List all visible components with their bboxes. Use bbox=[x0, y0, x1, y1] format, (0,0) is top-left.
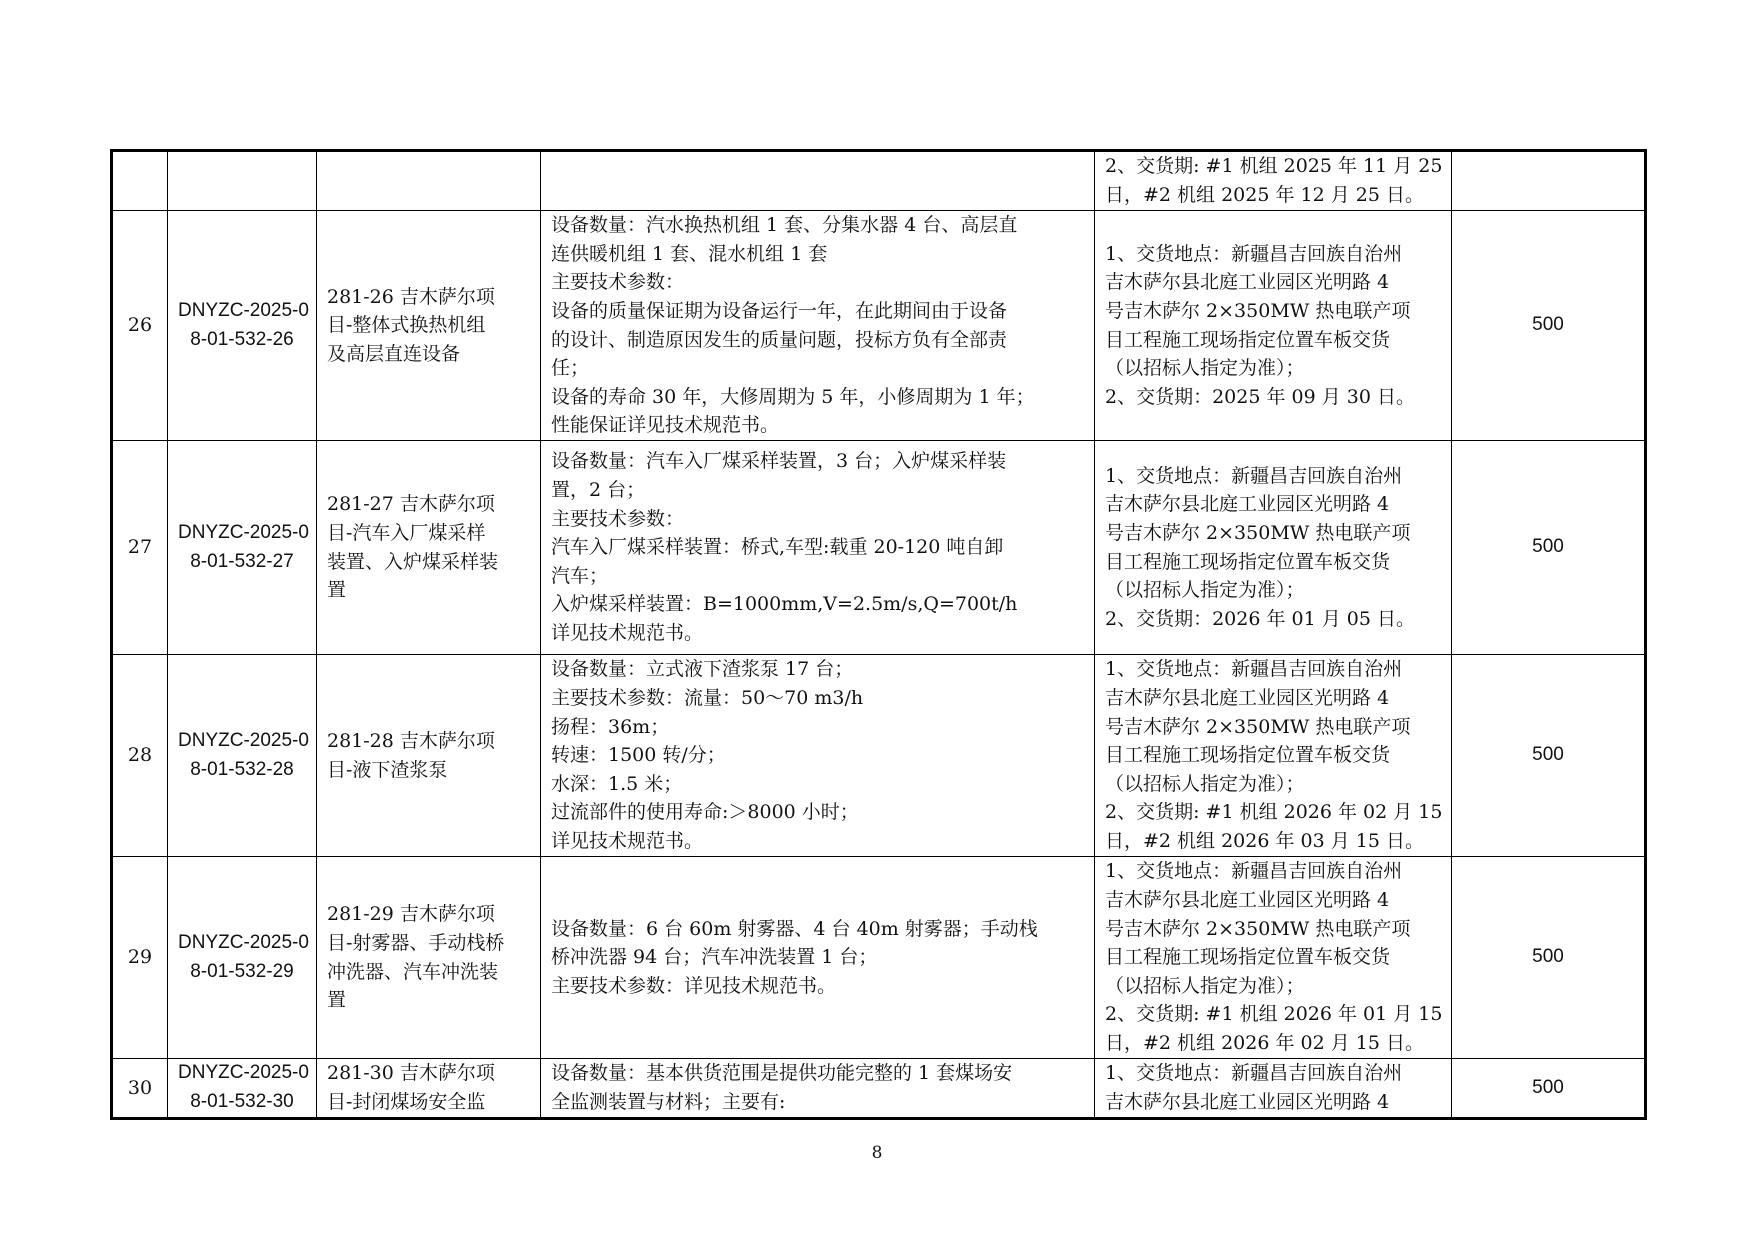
amount-cell bbox=[1452, 151, 1646, 211]
specification-cell-line: 设备数量：6 台 60m 射雾器、4 台 40m 射雾器；手动栈 bbox=[551, 917, 1038, 940]
specification-cell bbox=[541, 151, 1095, 211]
package-name-cell bbox=[317, 151, 541, 211]
specification-cell bbox=[541, 655, 1095, 857]
delivery-cell-line: 1、交货地点：新疆昌吉回族自治州 bbox=[1105, 1062, 1403, 1085]
delivery-cell-line: 目工程施工现场指定位置车板交货 bbox=[1105, 946, 1391, 969]
specification-cell bbox=[541, 441, 1095, 655]
package-name-cell-line: 置 bbox=[327, 989, 347, 1012]
package-name-cell-line: 281-30 吉木萨尔项 bbox=[327, 1062, 495, 1085]
delivery-cell-line: （以招标人指定为准）； bbox=[1105, 579, 1305, 602]
delivery-cell-line: 2、交货期: #1 机组 2026 年 02 月 15 bbox=[1105, 801, 1443, 824]
row-number-cell: 26 bbox=[112, 211, 168, 441]
package-code-cell-line: 8-01-532-29 bbox=[190, 960, 294, 982]
delivery-cell-line: 2、交货期：2026 年 01 月 05 日。 bbox=[1105, 607, 1415, 630]
package-code-cell bbox=[168, 1059, 317, 1119]
specification-cell-line: 转速：1500 转/分； bbox=[551, 744, 726, 767]
delivery-cell-line: 日，#2 机组 2025 年 12 月 25 日。 bbox=[1105, 184, 1424, 206]
specification-cell-line: 主要技术参数： bbox=[551, 507, 685, 530]
specification-cell-line: 过流部件的使用寿命:＞8000 小时； bbox=[551, 801, 859, 824]
delivery-cell-line: 2、交货期: #1 机组 2026 年 01 月 15 bbox=[1105, 1003, 1443, 1026]
delivery-cell-line: 日，#2 机组 2026 年 02 月 15 日。 bbox=[1105, 1031, 1424, 1054]
package-name-cell-line: 装置、入炉煤采样装 bbox=[327, 550, 499, 573]
delivery-cell-line: 吉木萨尔县北庭工业园区光明路 4 bbox=[1105, 687, 1390, 710]
delivery-cell-line: 1、交货地点：新疆昌吉回族自治州 bbox=[1105, 658, 1403, 681]
delivery-cell bbox=[1095, 1059, 1452, 1119]
specification-cell-line: 设备的质量保证期为设备运行一年，在此期间由于设备 bbox=[551, 299, 1008, 322]
specification-cell-line: 详见技术规范书。 bbox=[551, 621, 704, 644]
specification-cell-line: 桥冲洗器 94 台；汽车冲洗装置 1 台； bbox=[551, 946, 878, 969]
delivery-cell bbox=[1095, 655, 1452, 857]
delivery-cell-line: 2、交货期：2025 年 09 月 30 日。 bbox=[1105, 385, 1415, 408]
package-name-cell-line: 置 bbox=[327, 579, 347, 602]
package-code-cell bbox=[168, 857, 317, 1059]
delivery-cell-line: 目工程施工现场指定位置车板交货 bbox=[1105, 550, 1391, 573]
delivery-cell bbox=[1095, 857, 1452, 1059]
specification-cell-line: 全监测装置与材料；主要有: bbox=[551, 1091, 786, 1113]
package-name-cell-line: 目-整体式换热机组 bbox=[327, 314, 486, 337]
package-name-cell-line: 281-26 吉木萨尔项 bbox=[327, 285, 495, 308]
package-code-cell-line: DNYZC-2025-0 bbox=[178, 931, 309, 953]
table-row bbox=[112, 151, 1646, 211]
package-name-cell bbox=[317, 1059, 541, 1119]
package-name-cell-line: 目-液下渣浆泵 bbox=[327, 758, 448, 781]
row-number-cell: 29 bbox=[112, 857, 168, 1059]
package-code-cell bbox=[168, 151, 317, 211]
delivery-cell bbox=[1095, 441, 1452, 655]
package-name-cell-line: 冲洗器、汽车冲洗装 bbox=[327, 960, 499, 983]
package-name-cell-line: 281-27 吉木萨尔项 bbox=[327, 493, 495, 516]
delivery-cell-line: 目工程施工现场指定位置车板交货 bbox=[1105, 744, 1391, 767]
package-code-cell-line: DNYZC-2025-0 bbox=[178, 299, 309, 321]
table-row bbox=[112, 857, 1646, 1059]
row-number-cell: 28 bbox=[112, 655, 168, 857]
table-row bbox=[112, 441, 1646, 655]
delivery-cell-line: 吉木萨尔县北庭工业园区光明路 4 bbox=[1105, 271, 1390, 294]
procurement-table bbox=[110, 149, 1647, 1120]
amount-cell: 500 bbox=[1452, 857, 1646, 1059]
package-code-cell-line: 8-01-532-26 bbox=[190, 328, 294, 350]
package-code-cell bbox=[168, 441, 317, 655]
package-name-cell-line: 281-29 吉木萨尔项 bbox=[327, 903, 495, 926]
delivery-cell bbox=[1095, 211, 1452, 441]
package-code-cell-line: 8-01-532-27 bbox=[190, 550, 294, 572]
delivery-cell-line: 号吉木萨尔 2×350MW 热电联产项 bbox=[1105, 521, 1411, 544]
table-row bbox=[112, 211, 1646, 441]
delivery-cell-line: 日，#2 机组 2026 年 03 月 15 日。 bbox=[1105, 829, 1424, 852]
package-name-cell bbox=[317, 655, 541, 857]
package-name-cell-line: 281-28 吉木萨尔项 bbox=[327, 729, 495, 752]
package-code-cell-line: 8-01-532-30 bbox=[190, 1091, 294, 1112]
specification-cell-line: 设备数量：汽车入厂煤采样装置，3 台；入炉煤采样装 bbox=[551, 450, 1007, 473]
amount-cell: 500 bbox=[1452, 441, 1646, 655]
row-number-cell: 27 bbox=[112, 441, 168, 655]
specification-cell-line: 设备数量：基本供货范围是提供功能完整的 1 套煤场安 bbox=[551, 1062, 1013, 1085]
specification-cell-line: 水深：1.5 米； bbox=[551, 772, 683, 795]
package-code-cell-line: DNYZC-2025-0 bbox=[178, 521, 309, 543]
page-number: 8 bbox=[871, 1143, 883, 1163]
delivery-cell-line: 吉木萨尔县北庭工业园区光明路 4 bbox=[1105, 889, 1390, 912]
specification-cell-line: 连供暖机组 1 套、混水机组 1 套 bbox=[551, 242, 828, 265]
package-code-cell-line: 8-01-532-28 bbox=[190, 758, 294, 780]
delivery-cell-line: 号吉木萨尔 2×350MW 热电联产项 bbox=[1105, 299, 1411, 322]
amount-cell: 500 bbox=[1452, 1059, 1646, 1119]
specification-cell-line: 性能保证详见技术规范书。 bbox=[551, 414, 780, 437]
package-code-cell bbox=[168, 211, 317, 441]
delivery-cell-line: 号吉木萨尔 2×350MW 热电联产项 bbox=[1105, 917, 1411, 940]
delivery-cell-line: 2、交货期: #1 机组 2025 年 11 月 25 bbox=[1105, 155, 1443, 178]
specification-cell-line: 置，2 台； bbox=[551, 479, 646, 502]
specification-cell bbox=[541, 211, 1095, 441]
delivery-cell-line: （以招标人指定为准）； bbox=[1105, 357, 1305, 380]
delivery-cell-line: 1、交货地点：新疆昌吉回族自治州 bbox=[1105, 860, 1403, 883]
delivery-cell-line: 吉木萨尔县北庭工业园区光明路 4 bbox=[1105, 1091, 1390, 1113]
package-name-cell bbox=[317, 211, 541, 441]
specification-cell-line: 详见技术规范书。 bbox=[551, 829, 704, 852]
amount-cell: 500 bbox=[1452, 655, 1646, 857]
delivery-cell-line: （以招标人指定为准）； bbox=[1105, 974, 1305, 997]
specification-cell bbox=[541, 1059, 1095, 1119]
delivery-cell-line: 号吉木萨尔 2×350MW 热电联产项 bbox=[1105, 715, 1411, 738]
specification-cell-line: 入炉煤采样装置：B=1000mm,V=2.5m/s,Q=700t/h bbox=[551, 593, 1018, 616]
specification-cell-line: 扬程：36m； bbox=[551, 715, 670, 738]
specification-cell-line: 任； bbox=[551, 357, 590, 380]
package-name-cell-line: 目-封闭煤场安全监 bbox=[327, 1091, 486, 1113]
table-row bbox=[112, 1059, 1646, 1119]
specification-cell-line: 设备的寿命 30 年，大修周期为 5 年，小修周期为 1 年； bbox=[551, 385, 1035, 408]
specification-cell-line: 主要技术参数：流量：50～70 m3/h bbox=[551, 687, 864, 710]
specification-cell-line: 设备数量：立式液下渣浆泵 17 台； bbox=[551, 658, 854, 681]
specification-cell-line: 汽车入厂煤采样装置：桥式,车型:载重 20-120 吨自卸 bbox=[551, 536, 1004, 559]
delivery-cell-line: 目工程施工现场指定位置车板交货 bbox=[1105, 328, 1391, 351]
delivery-cell-line: 1、交货地点：新疆昌吉回族自治州 bbox=[1105, 242, 1403, 265]
delivery-cell-line: 1、交货地点：新疆昌吉回族自治州 bbox=[1105, 464, 1403, 487]
specification-cell-line: 的设计、制造原因发生的质量问题，投标方负有全部责 bbox=[551, 328, 1008, 351]
table-row bbox=[112, 655, 1646, 857]
package-name-cell-line: 目-射雾器、手动栈桥 bbox=[327, 931, 505, 954]
package-name-cell bbox=[317, 441, 541, 655]
amount-cell: 500 bbox=[1452, 211, 1646, 441]
row-number-cell: 30 bbox=[112, 1059, 168, 1119]
row-number-cell bbox=[112, 151, 168, 211]
package-name-cell-line: 及高层直连设备 bbox=[327, 342, 461, 365]
package-name-cell-line: 目-汽车入厂煤采样 bbox=[327, 521, 486, 544]
specification-cell-line: 主要技术参数：详见技术规范书。 bbox=[551, 974, 837, 997]
specification-cell-line: 设备数量：汽水换热机组 1 套、分集水器 4 台、高层直 bbox=[551, 214, 1018, 237]
specification-cell bbox=[541, 857, 1095, 1059]
package-code-cell bbox=[168, 655, 317, 857]
delivery-cell-line: 吉木萨尔县北庭工业园区光明路 4 bbox=[1105, 493, 1390, 516]
specification-cell-line: 主要技术参数： bbox=[551, 271, 685, 294]
delivery-cell bbox=[1095, 151, 1452, 211]
package-code-cell-line: DNYZC-2025-0 bbox=[178, 729, 309, 751]
package-code-cell-line: DNYZC-2025-0 bbox=[178, 1062, 309, 1084]
specification-cell-line: 汽车； bbox=[551, 564, 609, 587]
package-name-cell bbox=[317, 857, 541, 1059]
delivery-cell-line: （以招标人指定为准）； bbox=[1105, 772, 1305, 795]
table-body bbox=[112, 151, 1646, 1119]
